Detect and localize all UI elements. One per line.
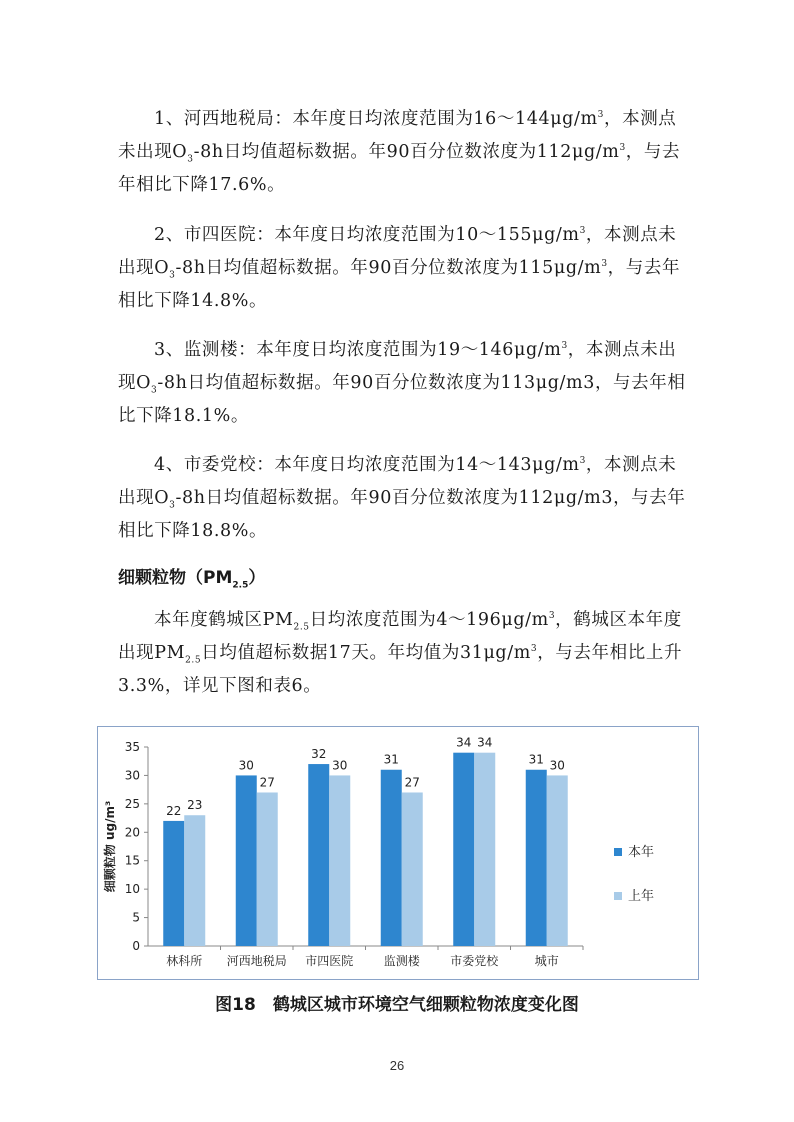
data-label: 34 (456, 735, 472, 750)
data-label: 30 (238, 758, 254, 773)
paragraph-fourth-hospital: 2、市四医院：本年度日均浓度范围为$10\sim 155\mu g/m^3$，本测点未出现$O_3-8h$日均值超标数据。年90百分位数浓度为$115\mu g/m^3$，与去年相比下降14.8%。 (118, 225, 681, 311)
y-tick-label: 25 (124, 796, 140, 811)
bar-this-year (308, 764, 329, 946)
bar-group (163, 736, 568, 946)
bar-this-year (163, 821, 184, 946)
bar-last-year (257, 792, 278, 946)
data-label: 30 (332, 758, 348, 773)
data-label: 27 (259, 775, 275, 790)
bar-last-year (329, 775, 350, 946)
data-label: 31 (528, 752, 544, 767)
data-label: 23 (187, 798, 203, 813)
bar-this-year (236, 775, 257, 946)
x-tick-label: 城市 (534, 954, 559, 968)
legend-swatch (614, 848, 622, 856)
x-tick-label: 监测楼 (383, 954, 420, 968)
legend-label: 本年 (628, 845, 655, 860)
data-label: 30 (549, 758, 565, 773)
bar-this-year (526, 770, 547, 946)
data-label: 32 (311, 747, 327, 762)
y-tick-label: 15 (124, 853, 140, 868)
y-tick-label: 35 (124, 740, 140, 754)
page-number: 26 (389, 1058, 405, 1073)
legend-swatch (614, 892, 622, 900)
paragraph-pm25-summary: 本年度鹤城区$PM_{2.5}$日均浓度范围为$4\sim 196\mu g/m^3$，鹤城区本年度出现$PM_{2.5}$日均值超标数据17天。年均值为$31\mu g/m^3$，与去年相比上升3.3%，详见下图和表6。 (118, 610, 683, 696)
y-tick-group (125, 740, 148, 953)
paragraph-hexi-tax-bureau: 1、河西地税局：本年度日均浓度范围为$16\sim 144\mu g/m^3$，本测点未出现$O_3-8h$日均值超标数据。年90百分位数浓度为$112\mu g/m^3$，与去年相比下降17.6%。 (118, 109, 681, 195)
paragraph-monitoring-building: 3、监测楼：本年度日均浓度范围为$19\sim 146\mu g/m^3$，本测点未出现$O_3-8h$日均值超标数据。年90百分位数浓度为113μg/m3，与去年相比下降18.1%。 (118, 340, 686, 426)
bar-last-year (474, 753, 495, 946)
data-label: 31 (383, 752, 399, 767)
data-label: 22 (166, 803, 182, 818)
y-tick-label: 30 (124, 768, 140, 783)
bar-last-year (184, 815, 205, 946)
bar-last-year (547, 775, 568, 946)
y-axis-label: 细颗粒物 ug/m³ (103, 800, 117, 893)
y-tick-label: 5 (132, 910, 140, 925)
y-tick-label: 10 (124, 882, 140, 897)
x-tick-label: 市委党校 (450, 954, 499, 968)
bar-last-year (402, 792, 423, 946)
bar-this-year (453, 753, 474, 946)
pm25-bar-chart (97, 726, 699, 980)
y-tick-label: 20 (124, 825, 140, 840)
paragraph-party-school: 4、市委党校：本年度日均浓度范围为$14\sim 143\mu g/m^3$，本测点未出现$O_3-8h$日均值超标数据。年90百分位数浓度为112μg/m3，与去年相比下降18.8%。 (118, 455, 686, 541)
x-tick-label: 林科所 (166, 954, 203, 968)
section-heading-pm25: 细颗粒物$(PM_{2.5})$ (118, 568, 266, 591)
figure-caption: 图18 鹤城区城市环境空气细颗粒物浓度变化图 (215, 995, 579, 1015)
x-tick-label: 河西地税局 (226, 954, 287, 968)
legend-label: 上年 (628, 889, 655, 904)
x-tick-group (166, 946, 583, 968)
bar-this-year (381, 770, 402, 946)
data-label: 34 (477, 735, 493, 750)
chart-canvas (98, 727, 698, 979)
data-label: 27 (404, 775, 420, 790)
y-tick-label: 0 (132, 939, 140, 953)
x-tick-label: 市四医院 (305, 954, 354, 968)
chart-legend (614, 844, 654, 904)
